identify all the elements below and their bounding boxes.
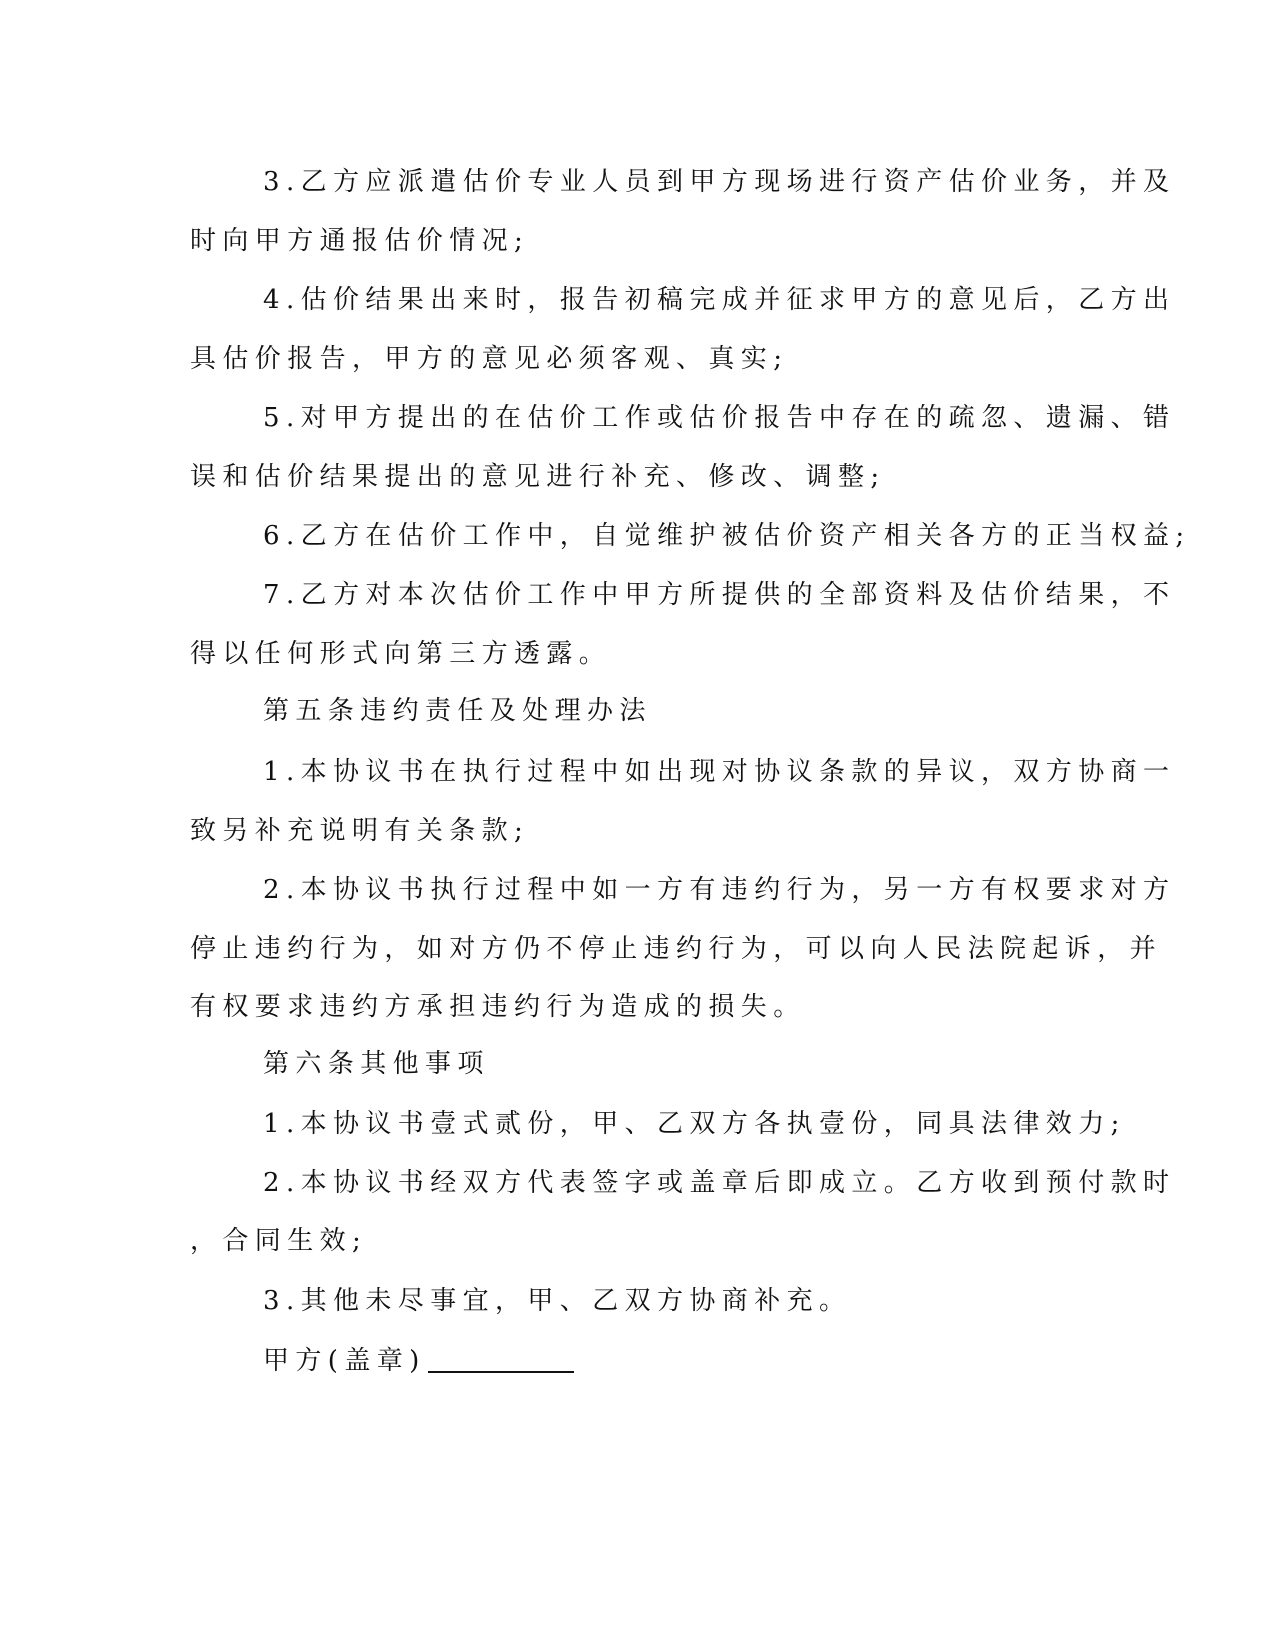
clause-6-item-2: 2.本协议书经双方代表签字或盖章后即成立。乙方收到预付款时 <box>263 1168 1176 1198</box>
signature-blank <box>428 1347 574 1373</box>
clause-6-item-3: 3.其他未尽事宜，甲、乙双方协商补充。 <box>263 1286 852 1316</box>
clause-5-item-2-cont-2: 有权要求违约方承担违约行为造成的损失。 <box>190 992 806 1022</box>
clause-4-item-7-cont: 得以任何形式向第三方透露。 <box>190 639 612 669</box>
clause-4-item-4: 4.估价结果出来时，报告初稿完成并征求甲方的意见后，乙方出 <box>263 285 1176 315</box>
clause-4-item-5-cont: 误和估价结果提出的意见进行补充、修改、调整; <box>190 462 886 492</box>
clause-4-item-7: 7.乙方对本次估价工作中甲方所提供的全部资料及估价结果，不 <box>263 580 1176 610</box>
clause-6-item-1: 1.本协议书壹式贰份，甲、乙双方各执壹份，同具法律效力; <box>263 1109 1126 1139</box>
clause-4-item-4-cont: 具估价报告，甲方的意见必须客观、真实; <box>190 344 789 374</box>
signature-label: 甲方(盖章) <box>263 1346 426 1376</box>
clause-4-item-5: 5.对甲方提出的在估价工作或估价报告中存在的疏忽、遗漏、错 <box>263 403 1176 433</box>
clause-6-item-2-cont: ，合同生效; <box>190 1226 368 1256</box>
clause-4-item-3: 3.乙方应派遣估价专业人员到甲方现场进行资产估价业务，并及 <box>263 167 1176 197</box>
clause-5-item-2-cont-1: 停止违约行为，如对方仍不停止违约行为，可以向人民法院起诉，并 <box>190 934 1163 964</box>
section-heading-article-6: 第六条其他事项 <box>263 1049 490 1079</box>
section-heading-article-5: 第五条违约责任及处理办法 <box>263 696 652 726</box>
clause-4-item-3-cont: 时向甲方通报估价情况; <box>190 226 530 256</box>
clause-5-item-2: 2.本协议书执行过程中如一方有违约行为，另一方有权要求对方 <box>263 875 1176 905</box>
clause-5-item-1-cont: 致另补充说明有关条款; <box>190 816 530 846</box>
clause-5-item-1: 1.本协议书在执行过程中如出现对协议条款的异议，双方协商一 <box>263 757 1176 787</box>
signature-line-party-a <box>263 1344 1143 1378</box>
clause-4-item-6: 6.乙方在估价工作中，自觉维护被估价资产相关各方的正当权益; <box>263 521 1191 551</box>
